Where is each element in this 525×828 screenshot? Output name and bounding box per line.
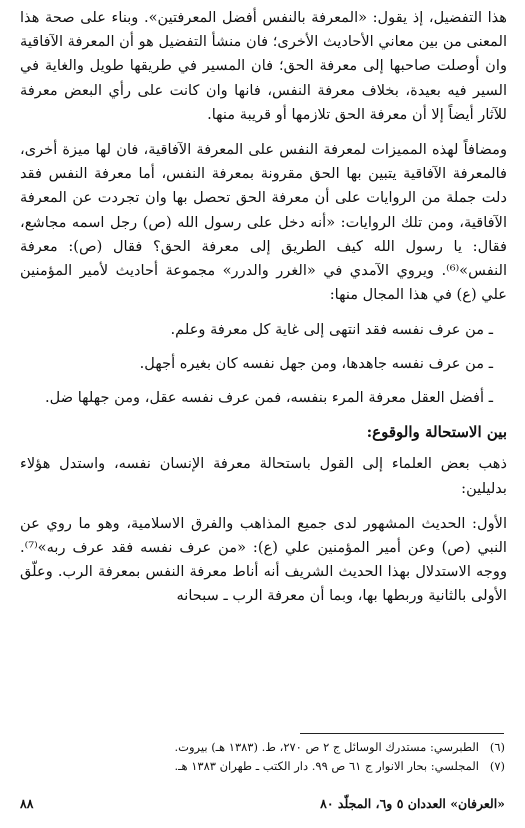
paragraph-1: هذا التفضيل، إذ يقول: «المعرفة بالنفس أفضل المعرفتين». وبناء على صحة هذا المعنى من بين معاني الأحاديث الأخرى؛ فان منشأ التفضيل هو أن المعرفة الآفاقية وان أوصلت صاحبها إلى معرفة الحق؛ فان المسير في طريقها طويل والغاية في السير فيه بعيدة، بخلاف معرفة النفس، فانها وان كانت على رأي البعض معرفة للآثار أيضاً إلا أن معرفة الحق تلازمها أو قريبة منها. <box>20 9 507 123</box>
footnote-6 <box>20 738 505 757</box>
page-footer <box>20 793 505 813</box>
footnote-number: (٦) <box>489 740 505 754</box>
footnotes <box>20 738 505 776</box>
footnote-text: المجلسي: بحار الانوار ج ٦١ ص ٩٩. دار الكتب ـ طهران ١٣٨٣ هـ. <box>174 759 479 773</box>
hadith-bullet-1: ـ من عرف نفسه فقد انتهى إلى غاية كل معرفة وعلم. <box>170 321 493 339</box>
page-number: ٨٨ <box>20 795 34 811</box>
paragraph-3: ذهب بعض العلماء إلى القول باستحالة معرفة الإنسان نفسه، واستدل هؤلاء بدليلين: <box>20 455 507 497</box>
footnote-7 <box>20 757 505 776</box>
section-heading: بين الاستحالة والوقوع: <box>366 423 507 442</box>
footnote-text: الطبرسي: مستدرك الوسائل ج ٢ ص ٢٧٠، ط. (١٣٨٣ هـ) بيروت. <box>174 740 479 754</box>
paragraph-4: الأول: الحديث المشهور لدى جميع المذاهب والفرق الاسلامية، وهو ما روي عن النبي (ص) وعن أمير المؤمنين علي (ع): «من عرف نفسه فقد عرف ربه»⁽⁷⁾. ووجه الاستدلال بهذا الحديث الشريف أنه أناط معرفة النفس بمعرفة الرب. وعلّق الأولى بالثانية وربطها بها، وبما أن معرفة الرب ـ سبحانه <box>20 514 507 605</box>
footnote-separator <box>300 733 504 734</box>
journal-citation: «العرفان» العددان ٥ و٦، المجلّد ٨٠ <box>320 795 505 811</box>
page-body <box>20 6 507 620</box>
paragraph-2: ومضافاً لهذه المميزات لمعرفة النفس على المعرفة الآفاقية، فان لها ميزة أخرى، فالمعرفة الآفاقية يتبين بها الحق مقرونة بمعرفة النفس، أما معرفة النفس فقد دلت جملة من الروايات على أن معرفة الحق تحصل بها وان تجردت عن المعرفة الآفاقية، ومن تلك الروايات: «أنه دخل على رسول الله (ص) رجل اسمه مجاشع، فقال: يا رسول الله كيف الطريق إلى معرفة الحق؟ فقال (ص): معرفة النفس»⁽⁶⁾. ويروي الآمدي في «الغرر والدرر» مجموعة أحاديث لأمير المؤمنين علي (ع) في هذا المجال منها: <box>20 141 507 304</box>
footnote-number: (٧) <box>489 759 505 773</box>
hadith-bullet-3: ـ أفضل العقل معرفة المرء بنفسه، فمن عرف نفسه عقل، ومن جهلها ضل. <box>45 389 493 407</box>
hadith-bullet-2: ـ من عرف نفسه جاهدها، ومن جهل نفسه كان بغيره أجهل. <box>139 355 493 373</box>
